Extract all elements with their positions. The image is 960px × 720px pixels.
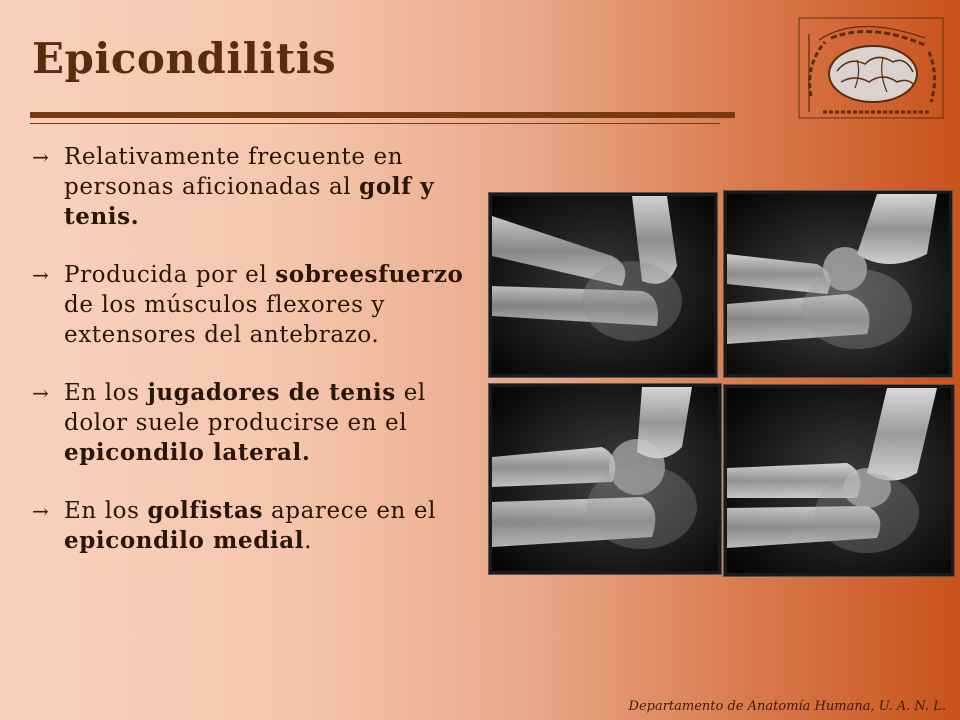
bullet-item <box>30 142 492 232</box>
bullet-item <box>30 378 492 468</box>
arrow-icon: → <box>32 263 50 287</box>
slide-footer: Departamento de Anatomía Humana, U. A. N. L. <box>628 699 946 714</box>
bullet-text: En los golfistas aparece en el epicondilo medial. <box>64 497 437 554</box>
arrow-icon: → <box>32 499 50 523</box>
bullet-list <box>30 142 492 584</box>
elbow-xray-4 <box>724 385 954 576</box>
bullet-text: Relativamente frecuente en personas aficionadas al golf y tenis. <box>64 144 435 230</box>
bullet-text: Producida por el sobreesfuerzo de los músculos flexores y extensores del antebrazo. <box>64 261 464 348</box>
arrow-icon: → <box>32 145 50 169</box>
elbow-xray-icon <box>727 194 949 374</box>
bullet-item <box>30 260 492 350</box>
slide-title: Epicondilitis <box>32 34 337 83</box>
elbow-xray-icon <box>492 387 718 571</box>
bullet-text: En los jugadores de tenis el dolor suele producirse en el epicondilo lateral. <box>64 379 426 466</box>
elbow-xray-2 <box>724 191 952 377</box>
title-rule-thick <box>30 112 735 118</box>
arrow-icon: → <box>32 381 50 405</box>
department-logo <box>797 16 945 120</box>
elbow-xray-icon <box>727 388 951 573</box>
bullet-item <box>30 496 492 556</box>
elbow-xray-icon <box>492 196 714 374</box>
title-rule-thin <box>30 123 720 124</box>
elbow-xray-3 <box>489 384 721 574</box>
elbow-xray-1 <box>489 193 717 377</box>
